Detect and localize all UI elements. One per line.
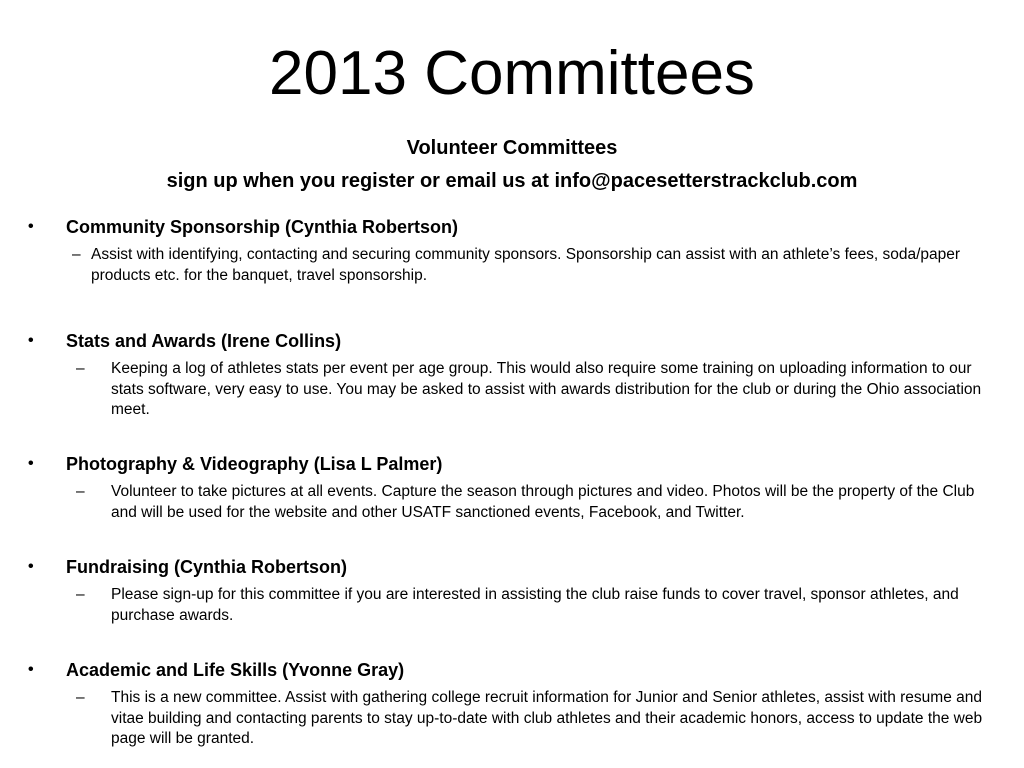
dash-icon: – <box>76 586 85 603</box>
committee-description-text: Keeping a log of athletes stats per event per age group. This would also require some training on uploading information to our stats software, very easy to use. You may be asked to assist with awards distribution for the club or during the Ohio association meet. <box>111 360 982 418</box>
committee-heading <box>0 453 1024 475</box>
committee-heading <box>0 330 1024 352</box>
committee-list <box>0 216 1024 750</box>
committee-heading-text: Academic and Life Skills (Yvonne Gray) <box>66 660 405 680</box>
committee-stats-awards <box>0 330 1024 453</box>
committee-heading <box>0 216 1024 238</box>
committee-description-text: Volunteer to take pictures at all events. Capture the season through pictures and video. Photos will be the property of the Club and will be used for the website and other USATF sanctioned events, Facebook, and Twitter. <box>111 483 975 521</box>
committee-description <box>0 359 1024 421</box>
subtitle-signup-instructions: sign up when you register or email us at info@pacesetterstrackclub.com <box>166 170 858 192</box>
committee-community-sponsorship <box>0 216 1024 330</box>
dash-icon: – <box>76 483 85 500</box>
committee-description <box>0 688 1024 750</box>
committee-heading-text: Community Sponsorship (Cynthia Robertson) <box>66 217 459 237</box>
committee-description-text: This is a new committee. Assist with gathering college recruit information for Junior and Senior athletes, assist with resume and vitae building and contacting parents to stay up-to-date with club athletes and their academic honors, access to update the web page will be granted. <box>111 689 983 747</box>
committee-heading-text: Fundraising (Cynthia Robertson) <box>66 557 347 577</box>
dash-icon: – <box>76 360 85 377</box>
committee-heading-text: Stats and Awards (Irene Collins) <box>66 331 342 351</box>
committee-photography-videography <box>0 453 1024 556</box>
page-title: 2013 Committees <box>269 39 755 108</box>
subtitle-volunteer-committees: Volunteer Committees <box>406 137 618 159</box>
bullet-icon: • <box>28 558 34 575</box>
bullet-icon: • <box>28 661 34 678</box>
committee-description <box>0 585 1024 626</box>
committee-academic-life-skills <box>0 659 1024 750</box>
bullet-icon: • <box>28 455 34 472</box>
committee-heading <box>0 659 1024 681</box>
bullet-icon: • <box>28 218 34 235</box>
committee-description-text: Assist with identifying, contacting and securing community sponsors. Sponsorship can assist with an athlete’s fees, soda/paper products etc. for the banquet, travel sponsorship. <box>91 246 961 284</box>
committee-description-text: Please sign-up for this committee if you are interested in assisting the club raise funds to cover travel, sponsor athletes, and purchase awards. <box>111 586 959 624</box>
committee-description <box>0 482 1024 523</box>
committee-heading-text: Photography & Videography (Lisa L Palmer) <box>66 454 443 474</box>
committee-description <box>0 245 1024 286</box>
bullet-icon: • <box>28 332 34 349</box>
dash-icon: – <box>72 246 81 263</box>
committee-fundraising <box>0 556 1024 659</box>
dash-icon: – <box>76 689 85 706</box>
committee-heading <box>0 556 1024 578</box>
